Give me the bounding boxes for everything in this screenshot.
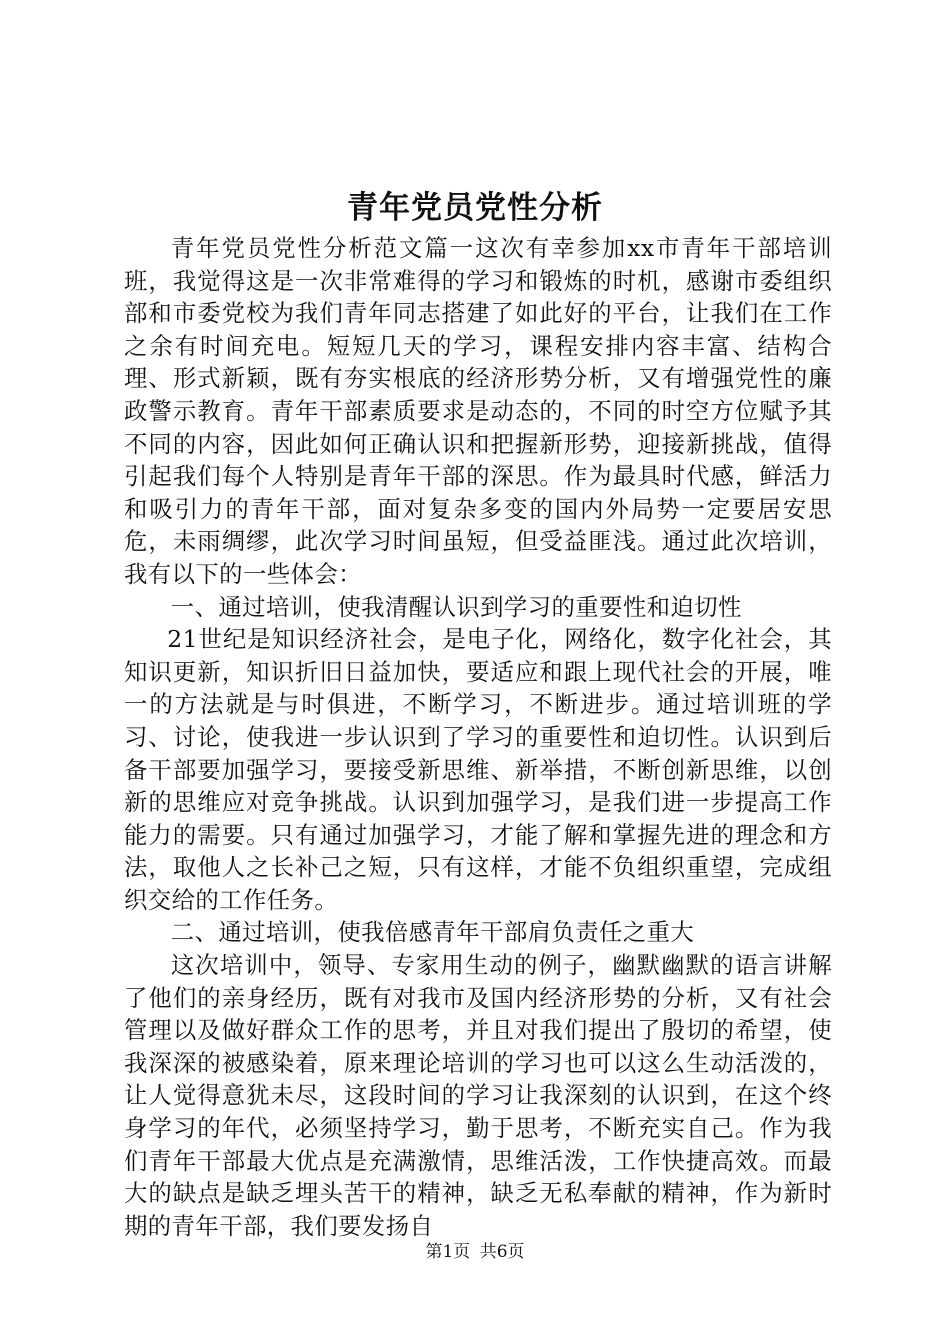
- section-paragraph-2: 这次培训中，领导、专家用生动的例子，幽默幽默的语言讲解了他们的亲身经历，既有对我市及国内经济形势的分析，又有社会管理以及做好群众工作的思考，并且对我们提出了殷切的希望，使我深深的被感染着，原来理论培训的学习也可以这么生动活泼的，让人觉得意犹未尽，这段时间的学习让我深刻的认识到，在这个终身学习的年代，必须坚持学习，勤于思考，不断充实自己。作为我们青年干部最大优点是充满激情，思维活泼，工作快捷高效。而最大的缺点是缺乏埋头苦干的精神，缺乏无私奉献的精神，作为新时期的青年干部，我们要发扬自: [124, 951, 832, 1240]
- page-total: 共6页: [479, 1242, 525, 1262]
- section-heading-1: 一、通过培训，使我清醒认识到学习的重要性和迫切性: [170, 592, 742, 621]
- page-footer: [0, 1241, 950, 1263]
- section-heading-2: 二、通过培训，使我倍感青年干部肩负责任之重大: [170, 918, 695, 947]
- intro-paragraph: 青年党员党性分析范文篇一这次有幸参加xx市青年干部培训班，我觉得这是一次非常难得的学习和锻炼的时机，感谢市委组织部和市委党校为我们青年同志搭建了如此好的平台，让我们在工作之余有时间充电。短短几天的学习，课程安排内容丰富、结构合理、形式新颖，既有夯实根底的经济形势分析，又有增强党性的廉政警示教育。青年干部素质要求是动态的，不同的时空方位赋予其不同的内容，因此如何正确认识和把握新形势，迎接新挑战，值得引起我们每个人特别是青年干部的深思。作为最具时代感，鲜活力和吸引力的青年干部，面对复杂多变的国内外局势一定要居安思危，未雨绸缪，此次学习时间虽短，但受益匪浅。通过此次培训，我有以下的一些体会：: [124, 234, 832, 588]
- section-paragraph-1: 21世纪是知识经济社会，是电子化，网络化，数字化社会，其知识更新，知识折旧日益加快，要适应和跟上现代社会的开展，唯一的方法就是与时俱进，不断学习，不断进步。通过培训班的学习、讨论，使我进一步认识到了学习的重要性和迫切性。认识到后备干部要加强学习，要接受新思维、新举措，不断创新思维，以创新的思维应对竞争挑战。认识到加强学习，是我们进一步提高工作能力的需要。只有通过加强学习，才能了解和掌握先进的理念和方法，取他人之长补己之短，只有这样，才能不负组织重望，完成组织交给的工作任务。: [124, 625, 832, 914]
- page-number: 第1页: [425, 1242, 471, 1262]
- document-body: [124, 232, 832, 1242]
- document-title: 青年党员党性分析: [347, 190, 603, 226]
